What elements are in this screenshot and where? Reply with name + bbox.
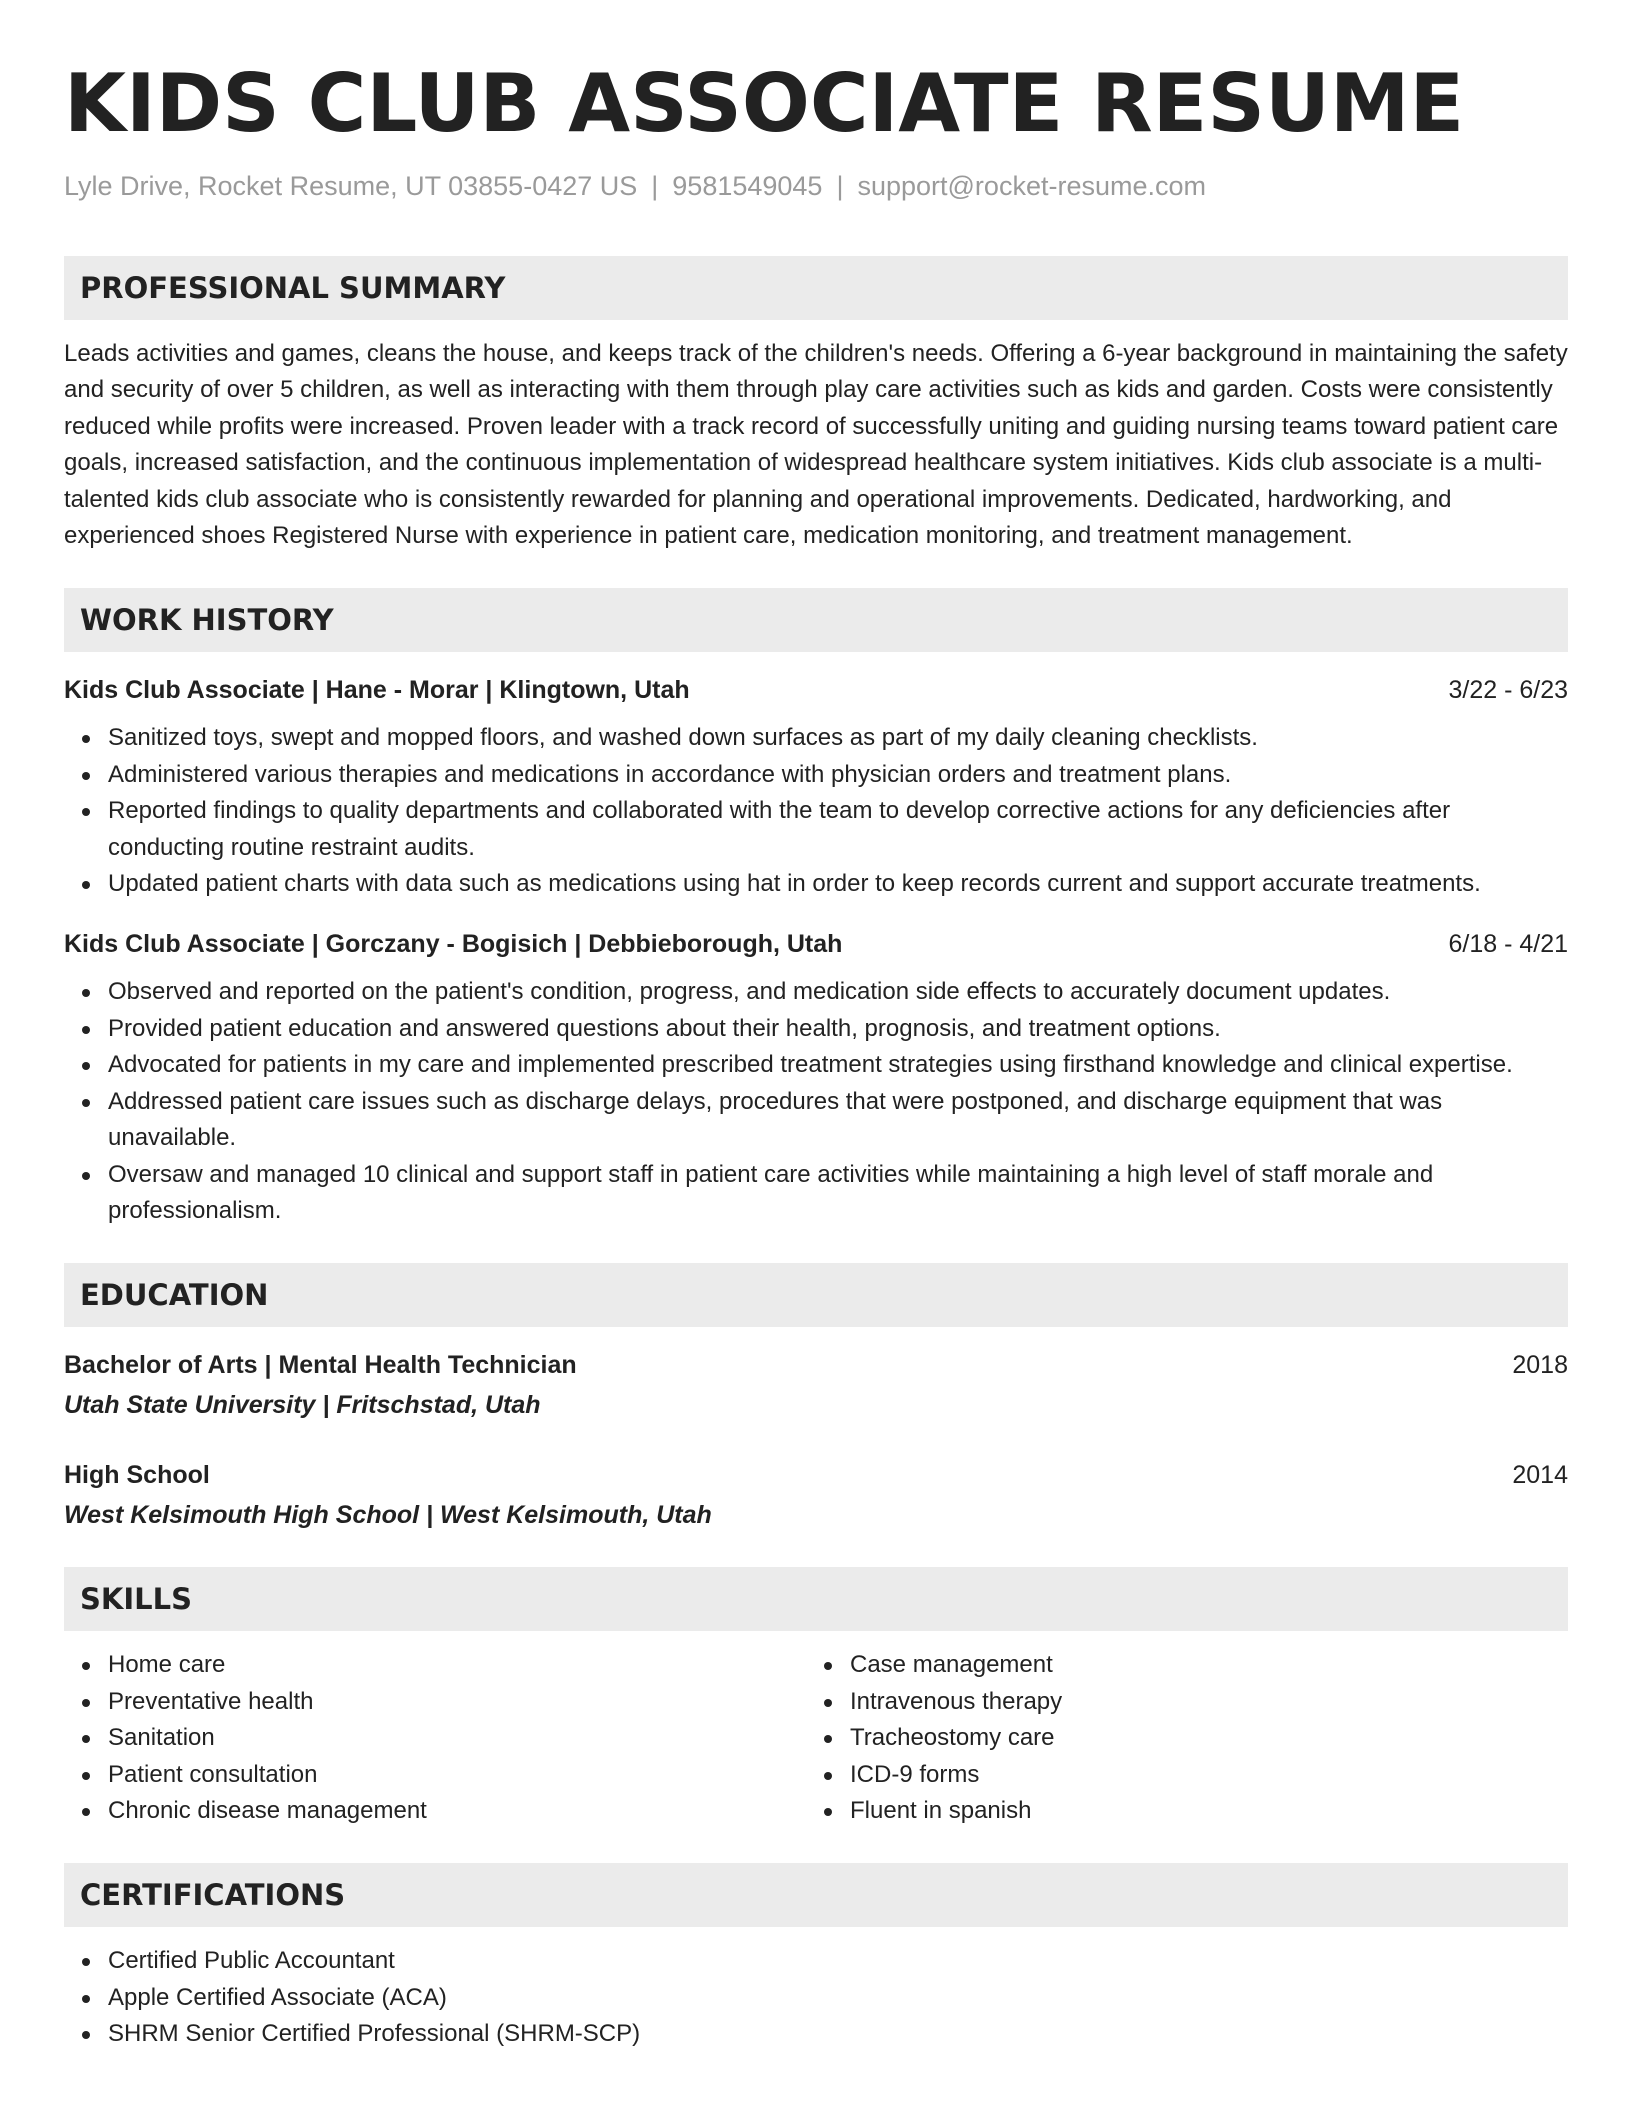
skills-list bbox=[806, 1647, 1548, 1829]
skills-list bbox=[64, 1647, 806, 1829]
job-entry bbox=[64, 926, 1568, 1229]
contact-phone: 9581549045 bbox=[672, 171, 823, 201]
job-bullet: Updated patient charts with data such as medications using hat in order to keep records current and support accurate treatments. bbox=[108, 866, 1568, 902]
section-header-summary: PROFESSIONAL SUMMARY bbox=[64, 256, 1568, 320]
certifications-list bbox=[64, 1943, 1568, 2052]
certification-item: Apple Certified Associate (ACA) bbox=[108, 1980, 1568, 2016]
contact-line bbox=[64, 168, 1568, 204]
education-year: 2014 bbox=[1512, 1461, 1568, 1490]
contact-email: support@rocket-resume.com bbox=[857, 171, 1206, 201]
section-header-skills: SKILLS bbox=[64, 1567, 1568, 1631]
skill-item: Patient consultation bbox=[108, 1757, 806, 1793]
education-entry bbox=[64, 1347, 1568, 1423]
skill-item: Home care bbox=[108, 1647, 806, 1683]
contact-separator: | bbox=[651, 171, 659, 201]
skill-item: Tracheostomy care bbox=[850, 1720, 1548, 1756]
job-bullet: Observed and reported on the patient's condition, progress, and medication side effects to accurately document updates. bbox=[108, 974, 1568, 1010]
skills-column-left bbox=[64, 1647, 806, 1829]
skill-item: Sanitation bbox=[108, 1720, 806, 1756]
job-bullet: Sanitized toys, swept and mopped floors, and washed down surfaces as part of my daily cleaning checklists. bbox=[108, 720, 1568, 756]
job-bullet: Reported findings to quality departments and collaborated with the team to develop corrective actions for any deficiencies after conducting routine restraint audits. bbox=[108, 793, 1568, 866]
job-title: Kids Club Associate | Gorczany - Bogisich | Debbieborough, Utah bbox=[64, 930, 843, 959]
job-bullet: Addressed patient care issues such as discharge delays, procedures that were postponed, and discharge equipment that was unavailable. bbox=[108, 1084, 1568, 1157]
job-bullet: Oversaw and managed 10 clinical and support staff in patient care activities while maintaining a high level of staff morale and professionalism. bbox=[108, 1157, 1568, 1230]
skill-item: Preventative health bbox=[108, 1684, 806, 1720]
education-school: West Kelsimouth High School | West Kelsimouth, Utah bbox=[64, 1501, 712, 1530]
job-bullet: Administered various therapies and medications in accordance with physician orders and treatment plans. bbox=[108, 757, 1568, 793]
job-dates: 6/18 - 4/21 bbox=[1448, 930, 1568, 959]
section-header-certifications: CERTIFICATIONS bbox=[64, 1863, 1568, 1927]
skill-item: Fluent in spanish bbox=[850, 1793, 1548, 1829]
skill-item: ICD-9 forms bbox=[850, 1757, 1548, 1793]
job-title: Kids Club Associate | Hane - Morar | Klingtown, Utah bbox=[64, 676, 690, 705]
education-school: Utah State University | Fritschstad, Utah bbox=[64, 1391, 541, 1420]
education-header bbox=[64, 1457, 1568, 1493]
skill-item: Case management bbox=[850, 1647, 1548, 1683]
certification-item: Certified Public Accountant bbox=[108, 1943, 1568, 1979]
job-bullet: Provided patient education and answered questions about their health, prognosis, and treatment options. bbox=[108, 1011, 1568, 1047]
education-degree: High School bbox=[64, 1461, 210, 1490]
education-entry bbox=[64, 1457, 1568, 1533]
skills-column-right bbox=[806, 1647, 1548, 1829]
job-header bbox=[64, 672, 1568, 708]
skills-grid bbox=[64, 1647, 1568, 1829]
contact-separator: | bbox=[836, 171, 844, 201]
resume-title: KIDS CLUB ASSOCIATE RESUME bbox=[64, 57, 1465, 150]
contact-address: Lyle Drive, Rocket Resume, UT 03855-0427 US bbox=[64, 171, 638, 201]
certification-item: SHRM Senior Certified Professional (SHRM-SCP) bbox=[108, 2016, 1568, 2052]
job-header bbox=[64, 926, 1568, 962]
job-bullets bbox=[64, 720, 1568, 902]
skill-item: Intravenous therapy bbox=[850, 1684, 1548, 1720]
certifications-bullets bbox=[64, 1943, 1568, 2052]
education-header bbox=[64, 1347, 1568, 1383]
job-bullet: Advocated for patients in my care and implemented prescribed treatment strategies using firsthand knowledge and clinical expertise. bbox=[108, 1047, 1568, 1083]
education-degree: Bachelor of Arts | Mental Health Technician bbox=[64, 1351, 577, 1380]
education-year: 2018 bbox=[1512, 1351, 1568, 1380]
job-bullets bbox=[64, 974, 1568, 1229]
section-header-education: EDUCATION bbox=[64, 1263, 1568, 1327]
skill-item: Chronic disease management bbox=[108, 1793, 806, 1829]
summary-text: Leads activities and games, cleans the house, and keeps track of the children's needs. Offering a 6-year background in maintaining the safety and security of over 5 children, as well as interacting with them through play care activities such as kids and garden. Costs were consistently reduced while profits were increased. Proven leader with a track record of successfully uniting and guiding nursing teams toward patient care goals, increased satisfaction, and the continuous implementation of widespread healthcare system initiatives. Kids club associate is a multi-talented kids club associate who is consistently rewarded for planning and operational improvements. Dedicated, hardworking, and experienced shoes Registered Nurse with experience in patient care, medication monitoring, and treatment management. bbox=[64, 340, 1568, 550]
job-dates: 3/22 - 6/23 bbox=[1448, 676, 1568, 705]
job-entry bbox=[64, 672, 1568, 902]
section-header-work-history: WORK HISTORY bbox=[64, 588, 1568, 652]
